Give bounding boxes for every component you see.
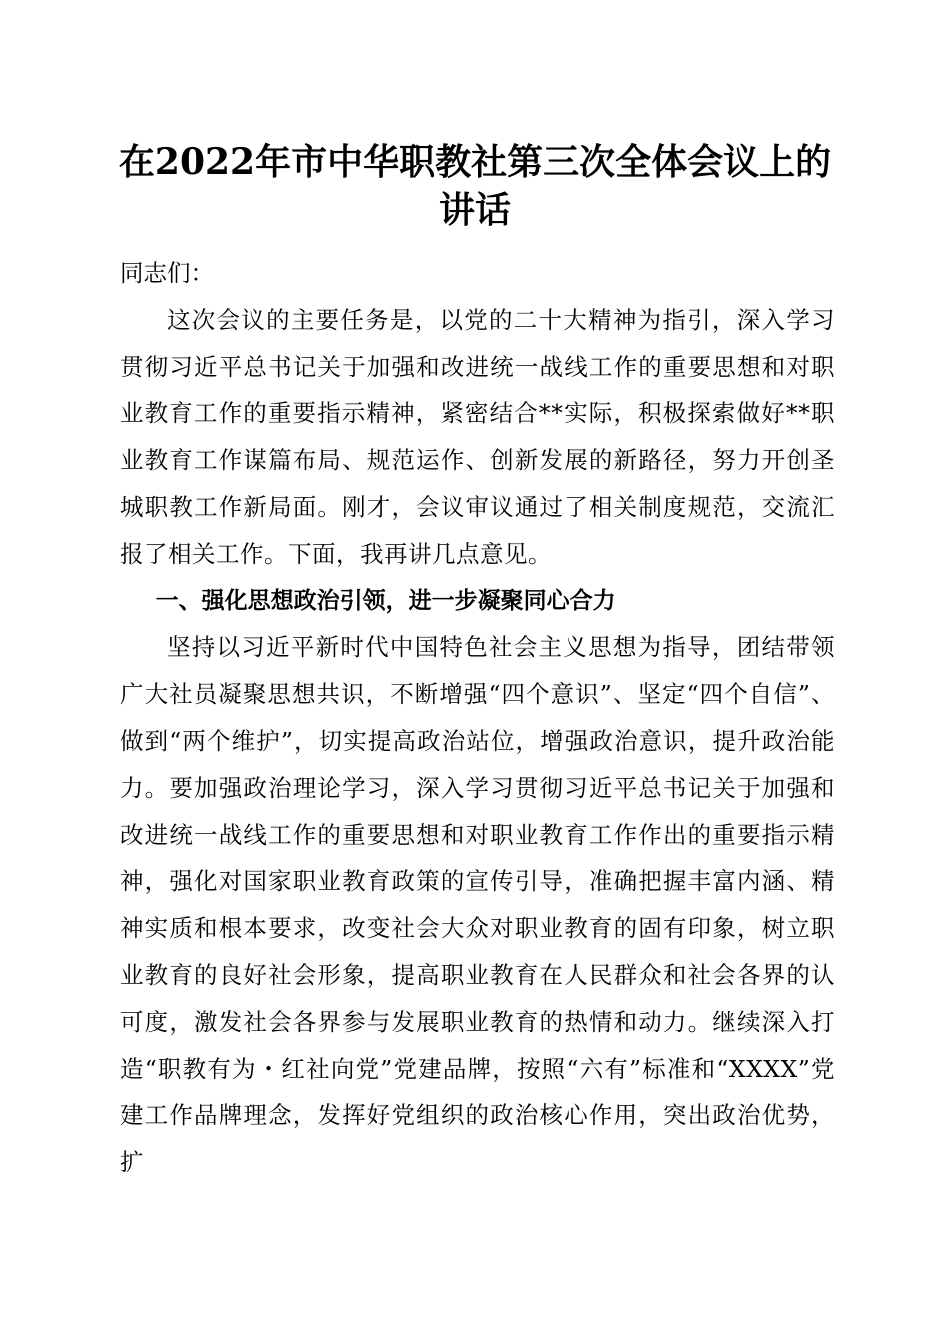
- section-1-paragraph: 坚持以习近平新时代中国特色社会主义思想为指导，团结带领广大社员凝聚思想共识，不断增强“四个意识”、坚定“四个自信”、做到“两个维护”，切实提高政治站位，增强政治意识，提升政治能力。要加强政治理论学习，深入学习贯彻习近平总书记关于加强和改进统一战线工作的重要思想和对职业教育工作作出的重要指示精神，强化对国家职业教育政策的宣传引导，准确把握丰富内涵、精神实质和根本要求，改变社会大众对职业教育的固有印象，树立职业教育的良好社会形象，提高职业教育在人民群众和社会各界的认可度，激发社会各界参与发展职业教育的热情和动力。继续深入打造“职教有为・红社向党”党建品牌，按照“六有”标准和“XXXX”党建工作品牌理念，发挥好党组织的政治核心作用，突出政治优势，扩: [120, 633, 835, 1177]
- intro-paragraph: 这次会议的主要任务是，以党的二十大精神为指引，深入学习贯彻习近平总书记关于加强和改进统一战线工作的重要思想和对职业教育工作的重要指示精神，紧密结合**实际，积极探索做好**职业教育工作谋篇布局、规范运作、创新发展的新路径，努力开创圣城职教工作新局面。刚才，会议审议通过了相关制度规范，交流汇报了相关工作。下面，我再讲几点意见。: [120, 305, 835, 568]
- salutation: 同志们：: [120, 259, 214, 287]
- document-body: [120, 250, 835, 1186]
- document-title-line1: 在2022年市中华职教社第三次全体会议上的: [118, 141, 832, 183]
- document-title-line2: 讲话: [438, 189, 511, 231]
- section-heading-1: 一、强化思想政治引领，进一步凝聚同心合力: [155, 587, 616, 614]
